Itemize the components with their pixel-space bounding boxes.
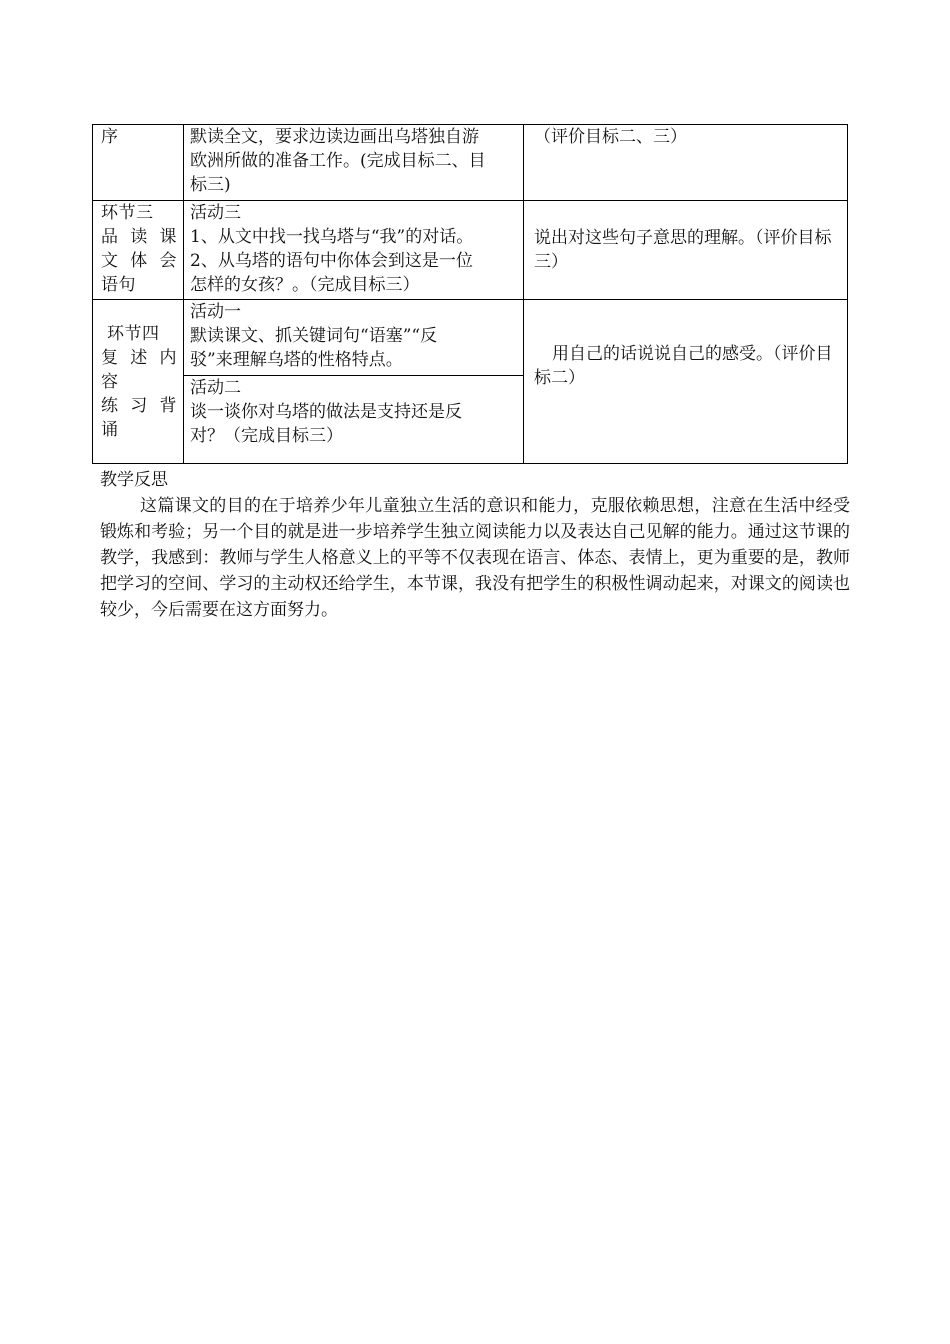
activity-cell	[184, 201, 524, 300]
evaluation-cell	[524, 201, 848, 300]
activity-text: 驳”来理解乌塔的性格特点。	[190, 350, 403, 370]
activity-title: 活动一	[190, 302, 241, 322]
stage-cell	[93, 300, 184, 464]
activity-text: 欧洲所做的准备工作。(完成目标二、目	[190, 151, 486, 171]
reflection-body: 这篇课文的目的在于培养少年儿童独立生活的意识和能力，克服依赖思想，注意在生活中经受锻炼和考验；另一个目的就是进一步培养学生独立阅读能力以及表达自己见解的能力。通过这节课的教学，我感到：教师与学生人格意义上的平等不仅表现在语言、体态、表情上，更为重要的是，教师把学习的空间、学习的主动权还给学生，本节课，我没有把学生的积极性调动起来，对课文的阅读也较少，今后需要在这方面努力。	[100, 496, 850, 620]
stage-text: 容	[101, 371, 119, 392]
evaluation-cell	[524, 300, 848, 464]
activity-text: 默读课文、抓关键词句“语塞”“反	[190, 326, 438, 346]
table-row	[93, 125, 848, 201]
stage-cell	[93, 125, 184, 201]
activity-text: 谈一谈你对乌塔的做法是支持还是反	[190, 402, 462, 422]
stage-text: 品读课	[101, 227, 177, 247]
evaluation-text: 说出对这些句子意思的理解。（评价目标三）	[534, 228, 832, 272]
activity-text: 2、从乌塔的语句中你体会到这是一位	[190, 251, 473, 271]
table-row	[93, 201, 848, 300]
activity-text: 对？（完成目标三）	[190, 426, 343, 446]
stage-text: 文体会	[101, 251, 177, 271]
evaluation-cell	[524, 125, 848, 201]
activity-text: 标三)	[190, 175, 231, 195]
activity-title: 活动二	[190, 378, 241, 398]
activity-cell	[184, 376, 524, 464]
stage-text: 语句	[101, 275, 136, 295]
evaluation-text: 用自己的话说说自己的感受。（评价目标二）	[534, 344, 833, 388]
teaching-reflection	[100, 467, 850, 623]
activity-title: 活动三	[190, 203, 241, 223]
reflection-title: 教学反思	[100, 470, 168, 490]
table-row	[93, 300, 848, 376]
stage-text: 序	[101, 127, 119, 147]
stage-text: 环节四	[107, 323, 160, 344]
stage-cell	[93, 201, 184, 300]
stage-text: 复述内	[101, 347, 177, 368]
activity-text: 1、从文中找一找乌塔与“我”的对话。	[190, 227, 474, 247]
stage-text: 诵	[101, 419, 119, 440]
activity-cell	[184, 125, 524, 201]
stage-text: 练习背	[101, 395, 177, 416]
evaluation-text: （评价目标二、三）	[534, 127, 687, 147]
lesson-plan-table	[92, 124, 848, 464]
activity-text: 怎样的女孩？。（完成目标三）	[190, 275, 420, 295]
stage-text: 环节三	[101, 203, 154, 223]
activity-text: 默读全文，要求边读边画出乌塔独自游	[190, 127, 479, 147]
activity-cell	[184, 300, 524, 376]
